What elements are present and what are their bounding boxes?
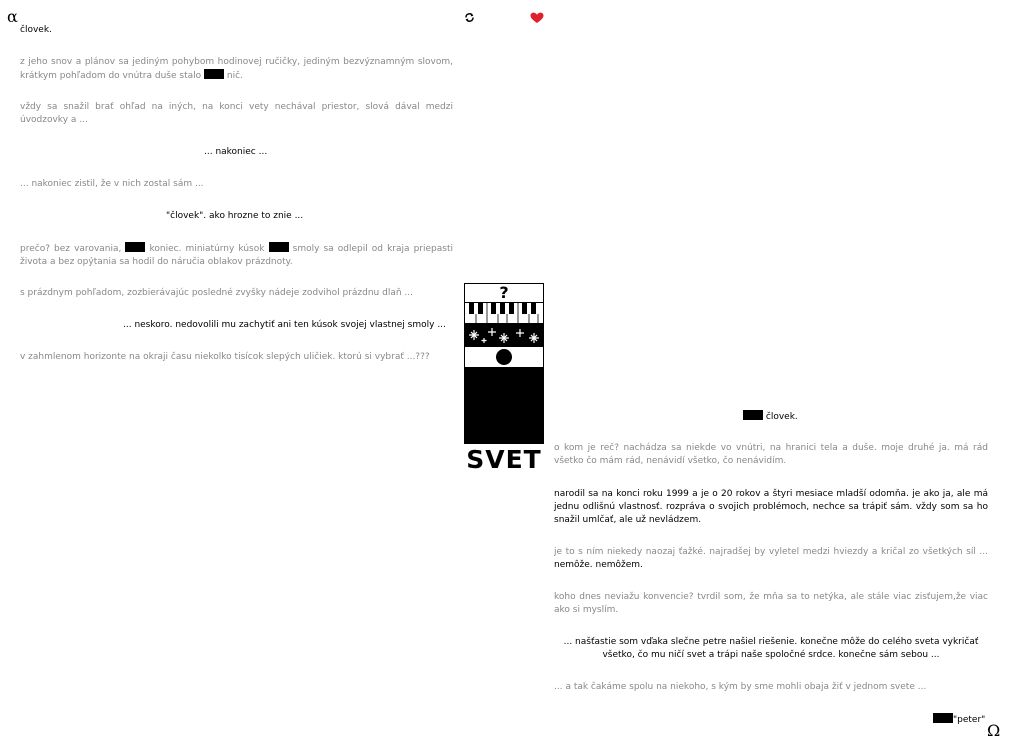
- redaction-block: [933, 713, 953, 723]
- right-paragraph-3: je to s ním niekedy naozaj ťažké. najradšej by vyletel medzi hviezdy a kričal zo všetkých síl ... nemôže. nemôžem.: [554, 547, 988, 570]
- signature: "peter": [933, 713, 985, 727]
- ball-band: [464, 346, 544, 368]
- left-paragraph-3: ... nakoniec ...: [204, 147, 268, 157]
- redaction-block: [269, 242, 289, 252]
- omega-glyph: Ω: [987, 721, 1001, 740]
- left-paragraph-1: z jeho snov a plánov sa jediným pohybom hodinovej ručičky, jediným bezvýznamným slovom, krátkym pohľadom do vnútra duše stalo nič.: [20, 57, 453, 81]
- emblem-question-mark: ?: [464, 283, 544, 302]
- left-paragraph-6: prečo? bez varovania, koniec. miniatúrny kúsok smoly sa odlepil od kraja priepasti života a bez opýtania sa hodil do náručia oblakov prázdnoty.: [20, 244, 453, 267]
- right-paragraph-5: ... našťastie som vďaka slečne petre našiel riešenie. konečne môže do celého sveta vykričať všetko, čo mu ničí svet a trápi naše spoločné srdce. konečne sám sebou ...: [563, 637, 979, 660]
- right-title: človek.: [743, 410, 798, 424]
- right-paragraph-2: narodil sa na konci roku 1999 a je o 20 rokov a štyri mesiace mladší odomňa. je ako ja, ale má jednu odlišnú vlastnosť. rozpráva o svojich problémoch, nechce sa trápiť sám. vždy som sa ho snažil umlčať, ale už nevládzem.: [554, 489, 988, 525]
- black-block: [464, 368, 544, 444]
- refresh-icon[interactable]: [464, 12, 475, 28]
- redaction-block: [204, 69, 224, 79]
- svet-emblem: [464, 283, 544, 474]
- left-paragraph-9: v zahmlenom horizonte na okraji času niekolko tisícok slepých uličiek. ktorú si vybrať ...???: [20, 352, 430, 362]
- right-paragraph-1: o kom je reč? nachádza sa niekde vo vnútri, na hranici tela a duše. moje druhé ja. má rád všetko čo mám rád, nenávidí všetko, čo nenávidím.: [554, 443, 988, 466]
- piano-keys-band: [464, 302, 544, 324]
- right-paragraph-6: ... a tak čakáme spolu na niekoho, s kým by sme mohli obaja žiť v jednom svete ...: [554, 682, 927, 692]
- left-paragraph-7: s prázdnym pohľadom, zozbierávajúc posledné zvyšky nádeje zodvihol prázdnu dlaň ...: [20, 288, 413, 298]
- stars-band: [464, 324, 544, 346]
- alpha-glyph: α: [7, 7, 18, 26]
- emblem-word: SVET: [466, 445, 542, 474]
- redaction-block: [743, 410, 763, 420]
- left-title: človek.: [20, 25, 52, 35]
- left-paragraph-4: ... nakoniec zistil, že v nich zostal sám ...: [20, 179, 204, 189]
- left-paragraph-2: vždy sa snažil brať ohľad na iných, na konci vety nechával priestor, slová dával medzi úvodzovky a ...: [20, 102, 453, 125]
- left-paragraph-5: "človek". ako hrozne to znie ...: [166, 211, 304, 221]
- redaction-block: [125, 242, 145, 252]
- left-paragraph-8: ... neskoro. nedovolili mu zachytiť ani ten kúsok svojej vlastnej smoly ...: [123, 320, 446, 330]
- right-paragraph-4: koho dnes neviažu konvencie? tvrdil som, že mňa sa to netýka, ale stále viac zisťujem,že viac ako si myslím.: [554, 592, 988, 615]
- heart-icon[interactable]: [530, 12, 544, 29]
